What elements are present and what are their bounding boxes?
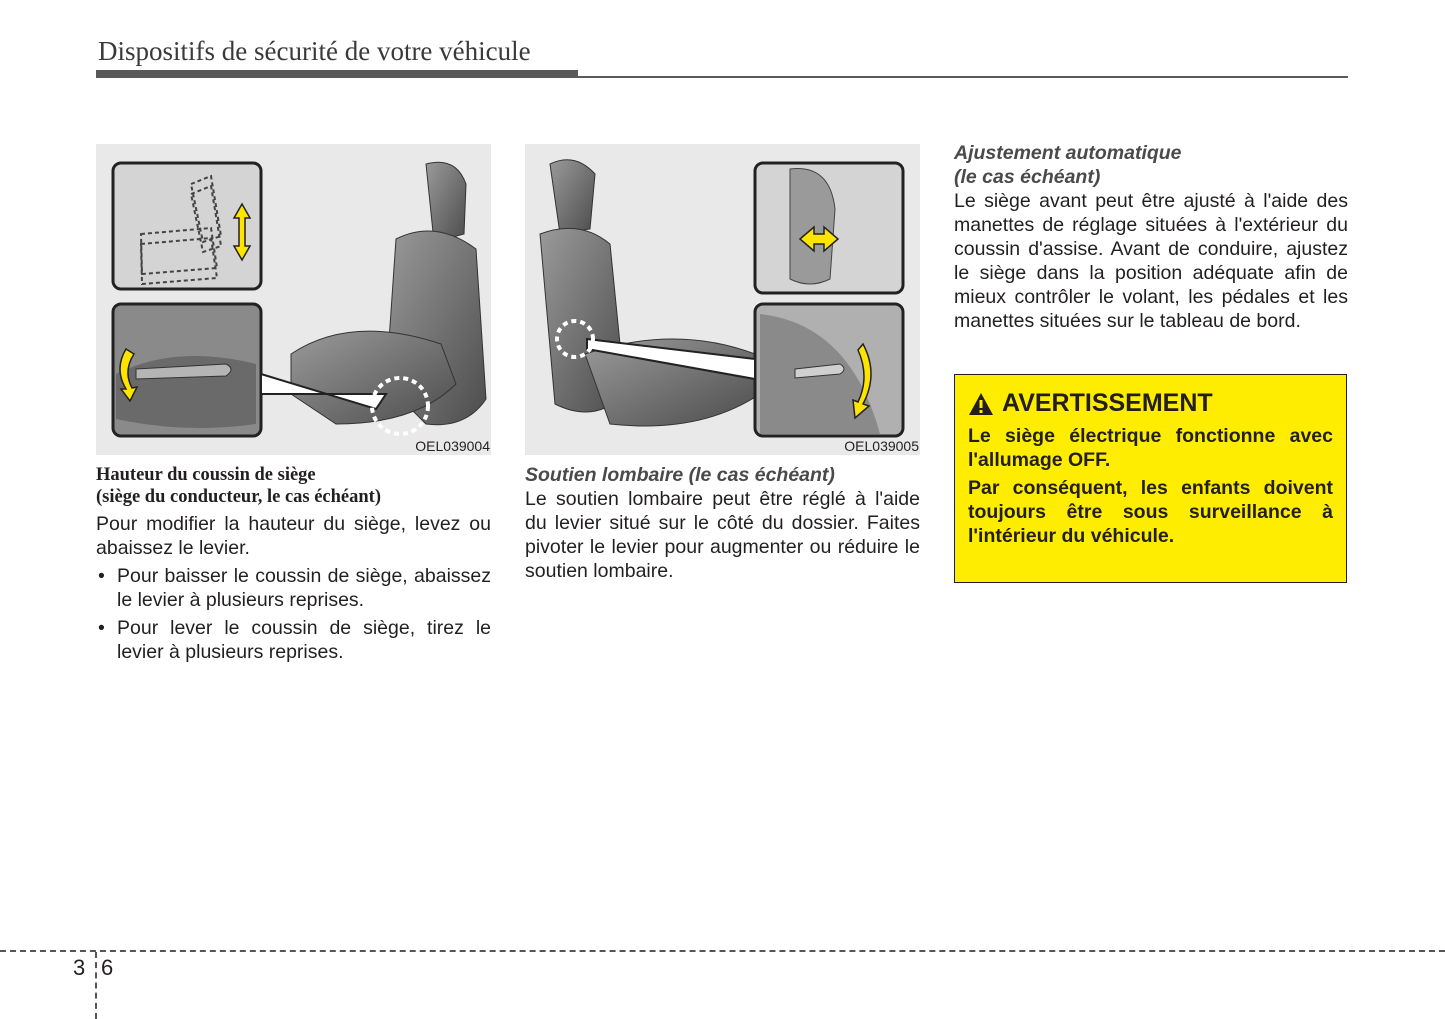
- chapter-number: 3: [73, 955, 86, 980]
- seat-height-section: [96, 464, 491, 668]
- figure-code: OEL039005: [844, 438, 919, 454]
- warning-title: AVERTISSEMENT: [968, 389, 1333, 418]
- footer-dashed-line: [0, 950, 1445, 952]
- seat-height-figure: [96, 144, 491, 455]
- auto-adjust-body: Le siège avant peut être ajusté à l'aide des manettes de réglage situées à l'extérieur du coussin d'assise. Avant de conduire, ajustez le siège dans la position adéquate afin de mieux contrôler le volant, les pédales et les manettes situées sur le tableau de bord.: [954, 190, 1348, 332]
- figure-code: OEL039004: [415, 438, 490, 454]
- page-number: 6: [101, 955, 114, 980]
- seat-height-heading: Hauteur du coussin de siège (siège du conducteur, le cas échéant): [96, 465, 382, 507]
- lumbar-support-heading: Soutien lombaire (le cas échéant): [525, 464, 835, 486]
- auto-adjust-heading: Ajustement automatique (le cas échéant): [954, 142, 1182, 188]
- seat-height-illustration: [96, 144, 491, 455]
- list-item: • Pour lever le coussin de siège, tirez le levier à plusieurs reprises.: [96, 616, 491, 664]
- warning-box: [954, 374, 1347, 583]
- warning-text-2: Par conséquent, les enfants doivent toujours être sous surveillance à l'intérieur du véhicule.: [968, 477, 1333, 547]
- lumbar-support-illustration: [525, 144, 920, 455]
- lumbar-support-figure: [525, 144, 920, 455]
- lumbar-support-section: [525, 463, 920, 583]
- lumbar-support-body: Le soutien lombaire peut être réglé à l'aide du levier situé sur le côté du dossier. Faites pivoter le levier pour augmenter ou réduire le soutien lombaire.: [525, 488, 920, 582]
- warning-text-1: Le siège électrique fonctionne avec l'allumage OFF.: [968, 425, 1333, 471]
- header-rule-thin: [578, 76, 1348, 78]
- headrest-shape: [426, 162, 466, 242]
- footer-dashed-divider: [95, 952, 97, 1019]
- list-item: • Pour baisser le coussin de siège, abaissez le levier à plusieurs reprises.: [96, 564, 491, 612]
- page-header-title: Dispositifs de sécurité de votre véhicule: [98, 36, 531, 66]
- headrest-shape: [550, 160, 595, 234]
- auto-adjust-section: [954, 141, 1348, 333]
- warning-triangle-icon: [968, 392, 994, 416]
- seat-height-intro: Pour modifier la hauteur du siège, levez ou abaissez le levier.: [96, 513, 491, 559]
- seat-height-bullets: [96, 564, 491, 664]
- header-rule-thick: [96, 70, 578, 78]
